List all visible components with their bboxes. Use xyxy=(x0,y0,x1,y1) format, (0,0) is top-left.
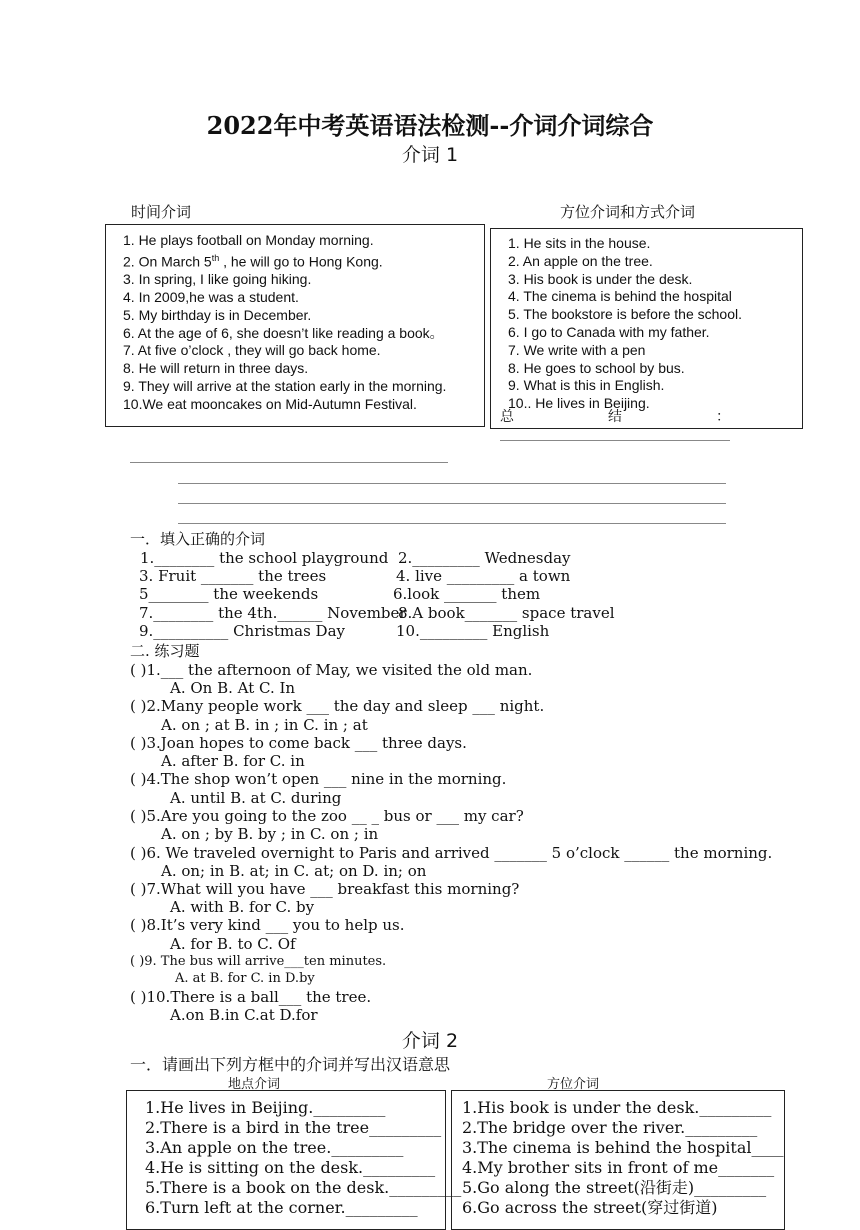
time-prepositions-heading: 时间介词 xyxy=(131,204,192,221)
question-8: ( )8.It’s very kind ___ you to help us. xyxy=(130,916,405,934)
answer-line[interactable] xyxy=(500,440,730,441)
question-3: ( )3.Joan hopes to come back ___ three days. xyxy=(130,734,467,752)
question-2-options: A. on ; at B. in ; in C. in ; at xyxy=(161,716,368,734)
position-item: 4.My brother sits in front of me_______ xyxy=(462,1158,775,1177)
place-item: 9. What is this in English. xyxy=(508,377,665,394)
question-4-options: A. until B. at C. during xyxy=(170,789,342,807)
place-prepositions-heading: 方位介词和方式介词 xyxy=(560,204,696,221)
answer-line[interactable] xyxy=(130,462,448,463)
fill-in-heading: 一．填入正确的介词 xyxy=(130,530,266,548)
question-6-options: A. on; in B. at; in C. at; on D. in; on xyxy=(161,862,427,880)
location-item: 4.He is sitting on the desk._________ xyxy=(145,1158,436,1177)
fill-item: 4. live _________ a town xyxy=(396,567,571,585)
position-item: 5.Go along the street(沿街走)_________ xyxy=(462,1178,767,1197)
fill-item: 6.look _______ them xyxy=(393,585,541,603)
location-item: 6.Turn left at the corner._________ xyxy=(145,1198,418,1217)
location-item: 3.An apple on the tree._________ xyxy=(145,1138,404,1157)
question-7: ( )7.What will you have ___ breakfast this morning? xyxy=(130,880,520,898)
time-item: 5. My birthday is in December. xyxy=(123,306,312,323)
fill-item: 10._________ English xyxy=(396,622,550,640)
time-item: 4. In 2009,he was a student. xyxy=(123,289,299,306)
position-item: 6.Go across the street(穿过街道) xyxy=(462,1198,718,1217)
fill-item: 7.________ the 4th.______ November xyxy=(139,604,407,622)
place-item: 8. He goes to school by bus. xyxy=(508,359,685,376)
place-item: 3. His book is under the desk. xyxy=(508,270,693,287)
place-item: 4. The cinema is behind the hospital xyxy=(508,288,732,305)
question-5: ( )5.Are you going to the zoo __ _ bus or ___ my car? xyxy=(130,807,524,825)
place-item: 5. The bookstore is before the school. xyxy=(508,306,742,323)
time-item: 1. He plays football on Monday morning. xyxy=(123,232,374,248)
place-item: 1. He sits in the house. xyxy=(508,235,651,251)
place-item: 7. We write with a pen xyxy=(508,341,646,358)
section-subtitle-1: 介词 1 xyxy=(401,144,459,166)
location-items-box xyxy=(126,1090,462,1230)
fill-item: 5________ the weekends xyxy=(139,585,319,603)
time-item: 10.We eat mooncakes on Mid-Autumn Festival. xyxy=(123,395,417,412)
question-1: ( )1.___ the afternoon of May, we visited the old man. xyxy=(130,661,533,679)
question-8-options: A. for B. to C. Of xyxy=(170,935,296,953)
question-6: ( )6. We traveled overnight to Paris and arrived _______ 5 o’clock ______ the morning. xyxy=(130,844,773,862)
fill-item: 3. Fruit _______ the trees xyxy=(139,567,327,585)
time-examples-box xyxy=(105,224,485,427)
question-9-options: A. at B. for C. in D.by xyxy=(175,971,315,986)
time-item: 3. In spring, I like going hiking. xyxy=(123,271,312,288)
part2-heading: 一．请画出下列方框中的介词并写出汉语意思 xyxy=(130,1055,451,1074)
location-item: 5.There is a book on the desk._________ xyxy=(145,1178,462,1197)
location-item: 2.There is a bird in the tree_________ xyxy=(145,1118,442,1137)
question-2: ( )2.Many people work ___ the day and sleep ___ night. xyxy=(130,697,545,715)
question-5-options: A. on ; by B. by ; in C. on ; in xyxy=(161,825,379,843)
place-item: 10.. He lives in Beijing. xyxy=(508,395,650,412)
time-item: 6. At the age of 6, she doesn’t like reading a book。 xyxy=(123,324,444,341)
question-10-options: A.on B.in C.at D.for xyxy=(170,1006,318,1024)
answer-line[interactable] xyxy=(178,503,726,504)
position-item: 2.The bridge over the river._________ xyxy=(462,1118,758,1137)
position-item: 3.The cinema is behind the hospital____ xyxy=(462,1138,784,1157)
fill-item: 9.__________ Christmas Day xyxy=(139,622,345,640)
time-item: 2. On March 5th , he will go to Hong Kong. xyxy=(123,252,383,270)
page-title: 2022年中考英语语法检测--介词介词综合 xyxy=(206,111,654,140)
time-item: 9. They will arrive at the station early in the morning. xyxy=(123,378,447,395)
question-10: ( )10.There is a ball___ the tree. xyxy=(130,988,372,1006)
fill-item: 1.________ the school playground xyxy=(140,549,389,567)
question-4: ( )4.The shop won’t open ___ nine in the morning. xyxy=(130,770,507,788)
answer-line[interactable] xyxy=(178,483,726,484)
position-prepositions-heading: 方位介词 xyxy=(547,1077,600,1092)
place-item: 6. I go to Canada with my father. xyxy=(508,323,710,340)
section-subtitle-2: 介词 2 xyxy=(401,1030,459,1052)
question-9: ( )9. The bus will arrive___ten minutes. xyxy=(130,954,387,969)
summary-label: 总 结 ： xyxy=(500,408,730,424)
place-item: 2. An apple on the tree. xyxy=(508,252,653,269)
position-items-box xyxy=(451,1090,785,1230)
location-item: 1.He lives in Beijing._________ xyxy=(145,1098,386,1117)
answer-line[interactable] xyxy=(178,523,726,524)
question-7-options: A. with B. for C. by xyxy=(170,898,315,916)
location-prepositions-heading: 地点介词 xyxy=(228,1077,281,1092)
position-item: 1.His book is under the desk._________ xyxy=(462,1098,772,1117)
question-1-options: A. On B. At C. In xyxy=(170,679,296,697)
time-item: 7. At five o’clock , they will go back home. xyxy=(123,342,381,359)
exercise-heading: 二. 练习题 xyxy=(130,642,200,660)
time-item: 8. He will return in three days. xyxy=(123,360,309,377)
place-examples-box xyxy=(490,228,803,429)
question-3-options: A. after B. for C. in xyxy=(161,752,305,770)
fill-item: 8.A book_______ space travel xyxy=(398,604,615,622)
fill-item: 2._________ Wednesday xyxy=(398,549,571,567)
